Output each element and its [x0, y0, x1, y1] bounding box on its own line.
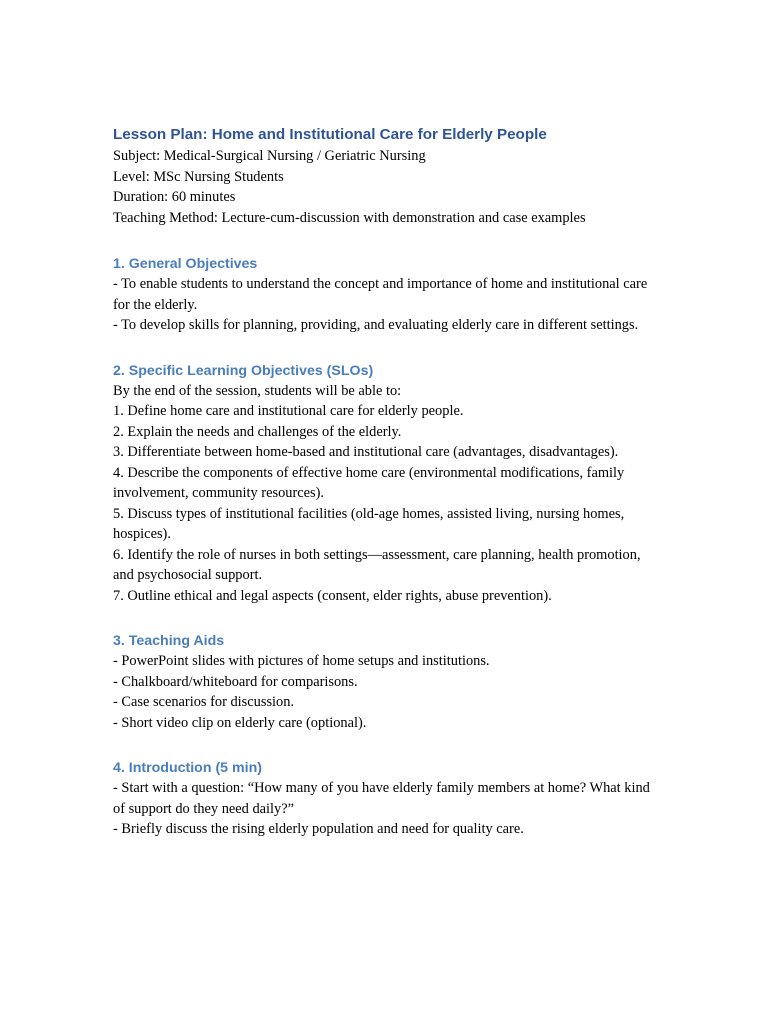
teaching-method-line: Teaching Method: Lecture-cum-discussion with demonstration and case examples	[113, 209, 586, 226]
list-item: - To develop skills for planning, providing, and evaluating elderly care in different settings.	[113, 317, 639, 333]
slo-list	[113, 401, 658, 606]
section-intro: By the end of the session, students will be able to:	[113, 382, 402, 399]
section-general-objectives	[113, 254, 658, 336]
document-title: Lesson Plan: Home and Institutional Care for Elderly People	[113, 126, 547, 143]
list-item: - Case scenarios for discussion.	[113, 694, 295, 710]
section-teaching-aids	[113, 631, 658, 733]
duration-line: Duration: 60 minutes	[113, 189, 236, 205]
list-item: - Chalkboard/whiteboard for comparisons.	[113, 673, 358, 690]
list-item: 4. Describe the components of effective home care (environmental modifications, family involvement, community resources).	[113, 464, 625, 501]
teaching-aids-list	[113, 651, 658, 733]
section-heading: 3. Teaching Aids	[113, 633, 225, 649]
list-item: - Briefly discuss the rising elderly population and need for quality care.	[113, 821, 524, 837]
objectives-list	[113, 274, 658, 336]
section-heading: 2. Specific Learning Objectives (SLOs)	[113, 362, 374, 379]
introduction-list	[113, 778, 658, 840]
list-item: - To enable students to understand the concept and importance of home and institutional care for the elderly.	[113, 276, 648, 313]
section-heading: 1. General Objectives	[113, 256, 258, 272]
list-item: 1. Define home care and institutional care for elderly people.	[113, 403, 464, 419]
list-item: 7. Outline ethical and legal aspects (consent, elder rights, abuse prevention).	[113, 587, 552, 604]
list-item: 3. Differentiate between home-based and institutional care (advantages, disadvantages).	[113, 444, 619, 460]
section-heading: 4. Introduction (5 min)	[113, 760, 262, 776]
list-item: 6. Identify the role of nurses in both settings—assessment, care planning, health promotion, and psychosocial support.	[113, 546, 641, 583]
list-item: 5. Discuss types of institutional facilities (old-age homes, assisted living, nursing homes, hospices).	[113, 505, 625, 542]
list-item: - PowerPoint slides with pictures of home setups and institutions.	[113, 653, 490, 669]
list-item: 2. Explain the needs and challenges of the elderly.	[113, 423, 402, 440]
section-specific-objectives	[113, 361, 658, 607]
list-item: - Short video clip on elderly care (optional).	[113, 714, 367, 731]
subject-line: Subject: Medical-Surgical Nursing / Geriatric Nursing	[113, 148, 426, 164]
document-page	[113, 124, 658, 840]
section-introduction	[113, 758, 658, 840]
level-line: Level: MSc Nursing Students	[113, 168, 284, 185]
list-item: - Start with a question: “How many of you have elderly family members at home? What kind of support do they need daily?”	[113, 780, 650, 817]
